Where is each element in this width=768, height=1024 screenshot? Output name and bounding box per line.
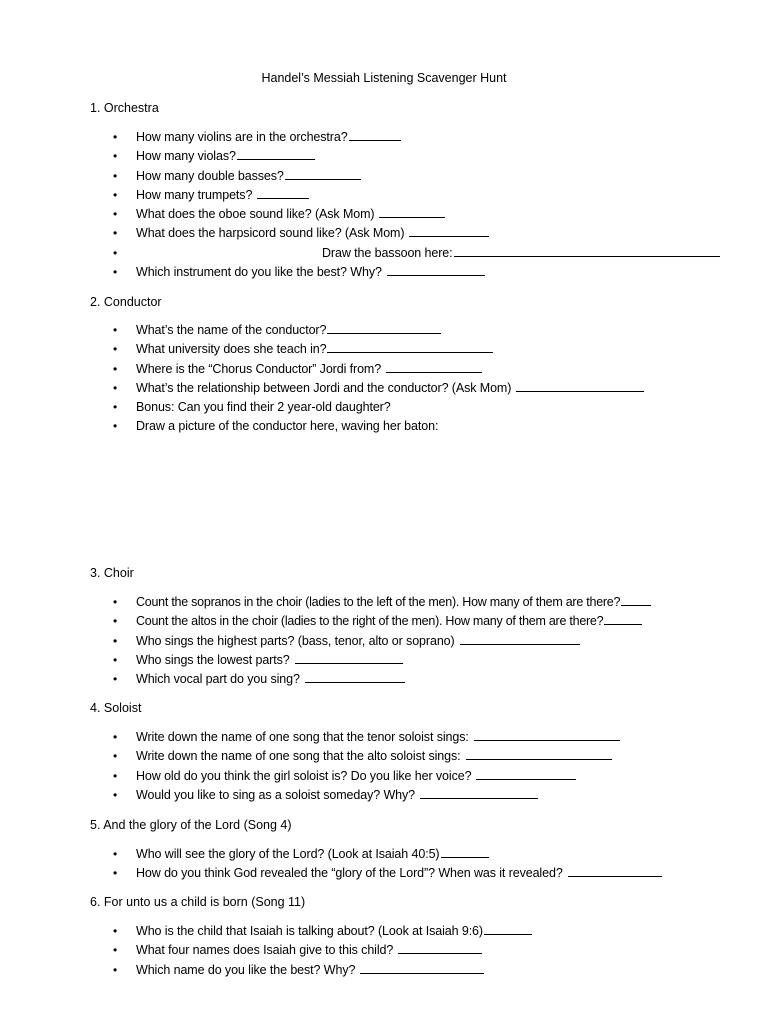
answer-blank[interactable] — [295, 651, 403, 664]
bullet-icon: • — [113, 633, 118, 648]
choir-question-list — [0, 593, 768, 689]
bullet-icon: • — [113, 323, 118, 337]
list-item — [0, 767, 768, 786]
question-text: Count the altos in the choir (ladies to the right of the men). How many of them are there? — [136, 614, 604, 629]
answer-blank[interactable] — [257, 186, 309, 199]
question-text: Draw a picture of the conductor here, waving her baton: — [136, 419, 439, 434]
bullet-icon: • — [113, 768, 118, 783]
question-text: What’s the relationship between Jordi and the conductor? (Ask Mom) — [136, 380, 512, 395]
bullet-icon: • — [113, 730, 118, 744]
question-text: Who is the child that Isaiah is talking about? (Look at Isaiah 9:6) — [136, 924, 483, 938]
answer-blank[interactable] — [398, 941, 482, 954]
list-item — [0, 747, 768, 766]
bullet-icon: • — [113, 924, 118, 938]
list-item — [0, 224, 768, 243]
bullet-icon: • — [113, 672, 118, 687]
bullet-icon: • — [113, 265, 118, 280]
answer-blank[interactable] — [460, 632, 580, 645]
question-text: What does the harpsicord sound like? (Ask Mom) — [136, 226, 405, 241]
question-text: Write down the name of one song that the tenor soloist sings: — [136, 730, 469, 744]
bullet-icon: • — [113, 187, 118, 202]
list-item — [0, 593, 768, 612]
glory-question-list — [0, 845, 768, 884]
bullet-icon: • — [113, 962, 118, 977]
question-text: Where is the “Chorus Conductor” Jordi from? — [136, 361, 382, 376]
answer-blank[interactable] — [484, 922, 532, 935]
question-text: Draw the bassoon here: — [322, 245, 453, 260]
section-heading-child-is-born: 6. For unto us a child is born (Song 11) — [90, 895, 306, 909]
question-text: What university does she teach in? — [136, 342, 327, 357]
answer-blank[interactable] — [327, 340, 493, 353]
list-item — [0, 632, 768, 651]
list-item — [0, 360, 768, 379]
list-item — [0, 244, 768, 263]
question-text: How many violas? — [136, 149, 236, 164]
list-item — [0, 651, 768, 670]
bullet-icon: • — [113, 419, 118, 434]
answer-blank[interactable] — [516, 379, 644, 392]
answer-blank[interactable] — [474, 728, 620, 741]
question-text: What does the oboe sound like? (Ask Mom) — [136, 207, 375, 222]
section-heading-soloist: 4. Soloist — [90, 701, 142, 715]
bullet-icon: • — [113, 130, 118, 144]
answer-blank[interactable] — [237, 147, 315, 160]
question-text: Who will see the glory of the Lord? (Look at Isaiah 40:5) — [136, 847, 440, 861]
bullet-icon: • — [113, 614, 118, 629]
list-item — [0, 205, 768, 224]
answer-blank[interactable] — [387, 263, 485, 276]
bullet-icon: • — [113, 149, 118, 164]
bullet-icon: • — [113, 361, 118, 376]
bullet-icon: • — [113, 400, 118, 415]
bullet-icon: • — [113, 226, 118, 241]
answer-blank[interactable] — [379, 205, 445, 218]
list-item — [0, 340, 768, 359]
answer-blank[interactable] — [604, 612, 642, 625]
question-text: How many double basses? — [136, 168, 284, 183]
bullet-icon: • — [113, 787, 118, 802]
question-text: How old do you think the girl soloist is? Do you like her voice? — [136, 768, 472, 783]
question-text: How many violins are in the orchestra? — [136, 130, 348, 144]
list-item — [0, 167, 768, 186]
list-item — [0, 864, 768, 883]
list-item — [0, 786, 768, 805]
list-item — [0, 321, 768, 340]
answer-blank[interactable] — [409, 224, 489, 237]
question-text: How do you think God revealed the “glory of the Lord”? When was it revealed? — [136, 866, 563, 881]
soloist-question-list — [0, 728, 768, 805]
bullet-icon: • — [113, 168, 118, 183]
question-text: Who sings the lowest parts? — [136, 652, 290, 667]
answer-blank[interactable] — [327, 321, 441, 334]
bullet-icon: • — [113, 866, 118, 881]
list-item — [0, 670, 768, 689]
bullet-icon: • — [113, 652, 118, 667]
orchestra-question-list — [0, 128, 768, 282]
question-text: Would you like to sing as a soloist someday? Why? — [136, 787, 416, 802]
bullet-icon: • — [113, 943, 118, 958]
answer-blank[interactable] — [476, 767, 576, 780]
answer-blank[interactable] — [420, 786, 538, 799]
list-item — [0, 922, 768, 941]
list-item — [0, 845, 768, 864]
list-item — [0, 398, 768, 417]
page-title: Handel’s Messiah Listening Scavenger Hunt — [261, 71, 507, 85]
list-item — [0, 128, 768, 147]
answer-blank[interactable] — [360, 961, 484, 974]
question-text: Count the sopranos in the choir (ladies to the left of the men). How many of them are there? — [136, 595, 621, 609]
child-question-list — [0, 922, 768, 980]
answer-blank[interactable] — [568, 864, 662, 877]
list-item — [0, 379, 768, 398]
bullet-icon: • — [113, 847, 118, 861]
bullet-icon: • — [113, 207, 118, 222]
list-item — [0, 612, 768, 631]
section-heading-choir: 3. Choir — [90, 566, 134, 580]
section-heading-orchestra: 1. Orchestra — [90, 101, 159, 115]
question-text: What four names does Isaiah give to this child? — [136, 943, 394, 958]
bullet-icon: • — [113, 245, 118, 260]
list-item — [0, 186, 768, 205]
answer-blank[interactable] — [386, 360, 482, 373]
list-item — [0, 263, 768, 282]
answer-blank[interactable] — [454, 244, 720, 257]
list-item — [0, 417, 768, 436]
list-item — [0, 728, 768, 747]
question-text: Write down the name of one song that the alto soloist sings: — [136, 749, 461, 764]
section-heading-conductor: 2. Conductor — [90, 295, 162, 309]
question-text: What’s the name of the conductor? — [136, 323, 327, 337]
question-text: Which vocal part do you sing? — [136, 672, 300, 687]
bullet-icon: • — [113, 380, 118, 395]
answer-blank[interactable] — [305, 670, 405, 683]
answer-blank[interactable] — [621, 593, 651, 606]
section-heading-glory-of-the-lord: 5. And the glory of the Lord (Song 4) — [90, 818, 292, 832]
bullet-icon: • — [113, 595, 118, 609]
bullet-icon: • — [113, 749, 118, 764]
list-item — [0, 147, 768, 166]
question-text: Which instrument do you like the best? Why? — [136, 265, 382, 280]
answer-blank[interactable] — [441, 845, 489, 858]
answer-blank[interactable] — [466, 747, 612, 760]
answer-blank[interactable] — [349, 128, 401, 141]
conductor-question-list — [0, 321, 768, 437]
question-text: How many trumpets? — [136, 187, 253, 202]
question-text: Which name do you like the best? Why? — [136, 962, 356, 977]
bullet-icon: • — [113, 342, 118, 357]
list-item — [0, 961, 768, 980]
question-text: Who sings the highest parts? (bass, tenor, alto or soprano) — [136, 633, 455, 648]
answer-blank[interactable] — [285, 167, 361, 180]
list-item — [0, 941, 768, 960]
question-text: Bonus: Can you find their 2 year-old daughter? — [136, 400, 391, 415]
